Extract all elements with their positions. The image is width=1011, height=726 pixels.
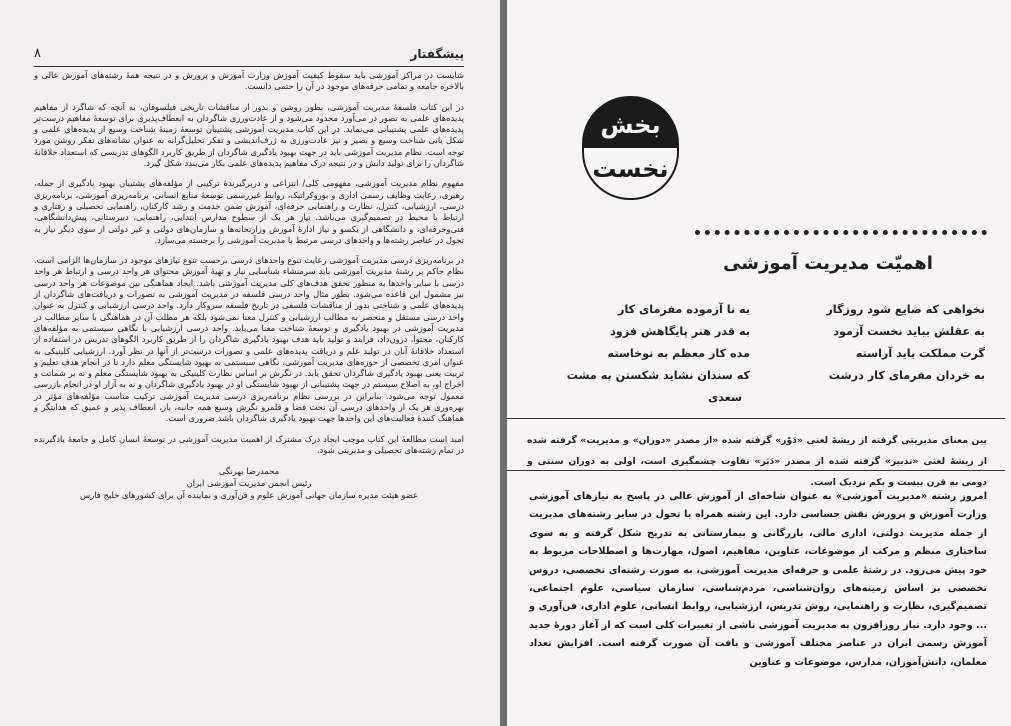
poem-line: به عقلش بباید نخست آزمود: [833, 325, 985, 338]
chapter-title: اهمیّت مدیریت آموزشی: [723, 253, 933, 274]
poem-line: گرت مملکت باید آراسته: [855, 347, 985, 360]
poem-line: به نا آزموده مفرمای کار: [618, 303, 750, 316]
part-label-bottom: نخست: [582, 148, 679, 200]
note-rule-bottom: [507, 470, 1005, 471]
poem-line: نخواهی که ضایع شود روزگار: [826, 303, 985, 316]
poem-line: که سندان نشاید شکستن به مشت: [566, 369, 750, 382]
signature-role: رئیس انجمن مدیریت آموزشی ایران: [186, 478, 312, 489]
left-page: [0, 0, 500, 726]
preface-paragraph: در برنامه‌ریزی درسی مدیریت آموزشی رعایت تنوع واحدهای درسی برحسب تنوع نیازهای موجود در سازمان‌ها الزامی است. نظام حاکم بر رشتهٔ مدیریت آموزشی باید سرمنشاء شناسایی نیاز و تهیهٔ آموزش محتوای هر واحد درسی و ارتباط هر واحد درسی با سایر واحدها به منظور تحقق هدف‌های کلی مدیریت آموزشی باشد. ایجاد هماهنگی بین موضوعات هر واحد درسی نیز مشمول این قاعده می‌شود. بطور مثال واحد درسی فلسفه در مدیریت آموزشی به تصورات و دریافت‌های شاگردان از پدیده‌های علمی و شناختی بدور از مناقشات فلسفی در تاریخ فلسفه سروکار دارد. واحد درسی ارزشیابی و کنترل به عنوان واحد درسی مستقل و منحصر به مطالب ارزشیابی و کنترل معنا نمی‌شود بلکه هر مطلب آن در هماهنگی با سایر مطالب در مدیریت آموزشی در بهبود یادگیری و توسعهٔ شناخت معنا می‌یابد. واحد درسی ارزشیابی با نگاهی سیستمی به مؤلفه‌های کارکنان، محتوا، درون‌داد، فرایند و تولید باید هدف بهبود یادگیری شاگردان را از طریق کاربرد الگوهای تدریس در استفاده از استعداد خلاقانهٔ آنان در تولید علم و دریافت پدیده‌های علمی و تصورات درست‌تر از آنها در نظر آورد. ارزشیابی کلینیکی به عنوان امری تخصصی از حوزه‌های مدیریت آموزشی، نگاهی سیستمی به بهبود شایستگی معلم دارد تا در انجام هدف تعلیم و تربیت یعنی بهبود یادگیری شاگردان تحقق یابد. در نگرش بر اساس نظارت کلینیکی به بهبود شایستگی معلم و نه بر شماتت و اخراج او، به اصلاح سیستم در جهت پشتیبانی از بهبود شایستگی او در بهبود یادگیری شاگردان و نه به آزار او در انجام بازرسی معمول توجه می‌شود. بنابراین در بررسی نظام برنامه‌ریزی درسی مدیریت آموزشی ترکیب مناسب مؤلفه‌های مؤثر در بهره‌وری هر یک از واحدهای درسی آن تحت فضا و قلمرو نگرش وسیع همه جانبه، باز، انعطاف پذیر و عمیق که هدایتگر و هماهنگ کنندهٔ فعالیت‌های این واحدها جهت بهبود یادگیری شاگردان باشد ضروری است.: [34, 255, 464, 424]
page-header: [34, 46, 464, 68]
preface-paragraph: در این کتاب فلسفهٔ مدیریت آموزشی، بطور روشن و بدور از مناقشات تاریخی فیلسوفان، به آنچه که شاگرد از مفاهیم پدیده‌های علمی به تصور در می‌آورد محدود می‌شود و از عادت‌ورزی شاگردان به انعطاف‌پذیری برای توسعهٔ مفاهیم درست‌تر پدیده‌های علمی پشتیبانی می‌نماید. در این کتاب مدیریت آموزشی پشتیبان توسعهٔ زمینهٔ شناخت وسیع از پدیده‌های علمی و شکل یابی شناخت وسیع و بصیر و نیز عادت‌ورزی به ژرف‌اندیشی و تفکر تحلیل‌گرانه به عنوان نشانه‌های تفکر روشن مورد توجه است. نظام مدیریت آموزشی باید در جهت بهبود یادگیری شاگردان از طریق کاربرد الگوهای تدریسی که استعداد خلاقانهٔ شاگردان را برای تولید دانش و در نتیجه درک مفاهیم پدیده‌های علمی بکار می‌بندد شکل گیرد.: [34, 101, 464, 169]
preface-paragraph: مفهوم نظام مدیریت آموزشی، مفهومی کلی/ انتزاعی و دربرگیرندهٔ ترکیبی از مؤلفه‌های پشتیبان بهبود یادگیری از جمله، رهبری، رعایت وظایف رسمی اداری و بوروکراتیک، روابط غیررسمی توسعهٔ منابع انسانی، برنامه‌ریزی آموزشی، برنامه‌ریزی درسی، ارزشیابی، کنترل، نظارت و راهنمایی حرفه‌ای، آموزش ضمن خدمت و رشد کارکنان، راهنمایی تحصیلی و رفتاری و ارتباط با محیط در تصمیم‌گیری می‌باشد. نیاز هر یک از سطوح مدارس ابتدایی، راهنمایی، دبیرستانی، پیش‌دانشگاهی، فنی‌وحرفه‌ای، و دانشگاهی از یکسو و نیاز ادارهٔ آموزش وزارتخانه‌ها و سازمان‌های دولتی و غیر دولتی از سوی دیگر نیاز به تحول در عناصر رشته‌ها و واحدهای درسی مرتبط با مدیریت آموزشی را برجسته می‌سازد.: [34, 178, 464, 245]
poem-line: به خردان مفرمای کار درشت: [828, 369, 985, 382]
poem-second-hemistichs: [525, 299, 750, 409]
chapter-body: امروز رشته «مدیریت آموزشی» به عنوان شاخه‌ای از آموزش عالی در پاسخ به نیازهای آموزشی وزارت آموزش و پرورش نقش حساسی دارد. این رشته همراه با تحول در سایر رشته‌های مدیریت از جمله مدیریت دولتی، اداری مالی، بازرگانی و بیمارستانی به تدریج شکل گرفته و به سوی ساختاری منظم و مرکب از موضوعات، عناوین، مفاهیم، اصول، مهارت‌ها و اصطلاحات مربوط به خود پیش می‌رود. در رشتهٔ علمی و حرفه‌ای مدیریت آموزشی، به صورت رشته‌ای تخصصی، دروس تخصصی بر اساس زمینه‌های روان‌شناسی، مردم‌شناسی، سازمان سیاسی، علوم اجتماعی، تصمیم‌گیری، نظارت و راهنمایی، روش تدریس، ارزشیابی، روابط انسانی، علوم اداری، فن‌آوری و ... وجود دارد. نیاز روزافزون به مدیریت آموزشی ناشی از تغییرات کلی است که از آغاز دورهٔ جدید آموزش رسمی ایران در عناصر مختلف آموزشی و بافت آن صورت گرفته است. افزایش تعداد معلمان، دانش‌آموزان، مدارس، موضوعات و عناوین: [529, 491, 987, 668]
preface-paragraph: شایست در مراکز آموزشی باید سقوط کیفیت آموزش وزارت آموزش و پرورش و در نتیجه همهٔ رشته‌های آموزش عالی و بالاخره جامعه و تمامی حرفه‌های موجود در آن را حتمی دانست.: [34, 70, 464, 92]
preface-paragraph: امید است مطالعهٔ این کتاب موجب ایجاد درک مشترک از اهمیت مدیریت آموزشی در توسعهٔ انسان کامل و جامعهٔ یادگیرنده در تمام رشته‌های تحصیلی و مدیریتی شود.: [34, 433, 464, 455]
etymology-note: بین معنای مدیریتی گرفته از ریشهٔ لغتی «دَوْر» گرفته شده «از مصدر «دوران» و مدیریت» گرفته شده از ریشهٔ لغتی «تدبیر» گرفته شده از مصدر «دَبَر» تفاوت چشمگیری است، اولی به دوران سنتی و دومی به قرن بیست و یکم نزدیک است.: [527, 435, 987, 488]
poem-first-hemistichs: [755, 299, 985, 387]
page-number: ۸: [34, 46, 41, 61]
signature-block: [34, 465, 464, 501]
note-rule-top: [507, 418, 1005, 419]
signature-affiliation: عضو هیئت مدیره سازمان جهانی آموزش علوم و فن‌آوری و نماینده آن برای کشورهای خلیج فارس: [79, 490, 418, 501]
title-divider: [695, 230, 987, 235]
running-title: پیشگفتار: [410, 47, 464, 61]
right-page: [507, 0, 1011, 726]
part-label-top: بخش: [582, 96, 679, 148]
preface-body: [34, 70, 464, 501]
header-rule: [34, 66, 464, 67]
book-gutter: [500, 0, 507, 726]
poem-line: مده کار معظم به نوخاسته: [607, 347, 750, 360]
part-badge: [582, 96, 679, 202]
poet-name: سعدی: [707, 391, 742, 404]
poem-line: به قدر هنر پایگاهش فزود: [610, 325, 750, 338]
signature-name: محمدرضا بهرنگی: [218, 466, 280, 477]
